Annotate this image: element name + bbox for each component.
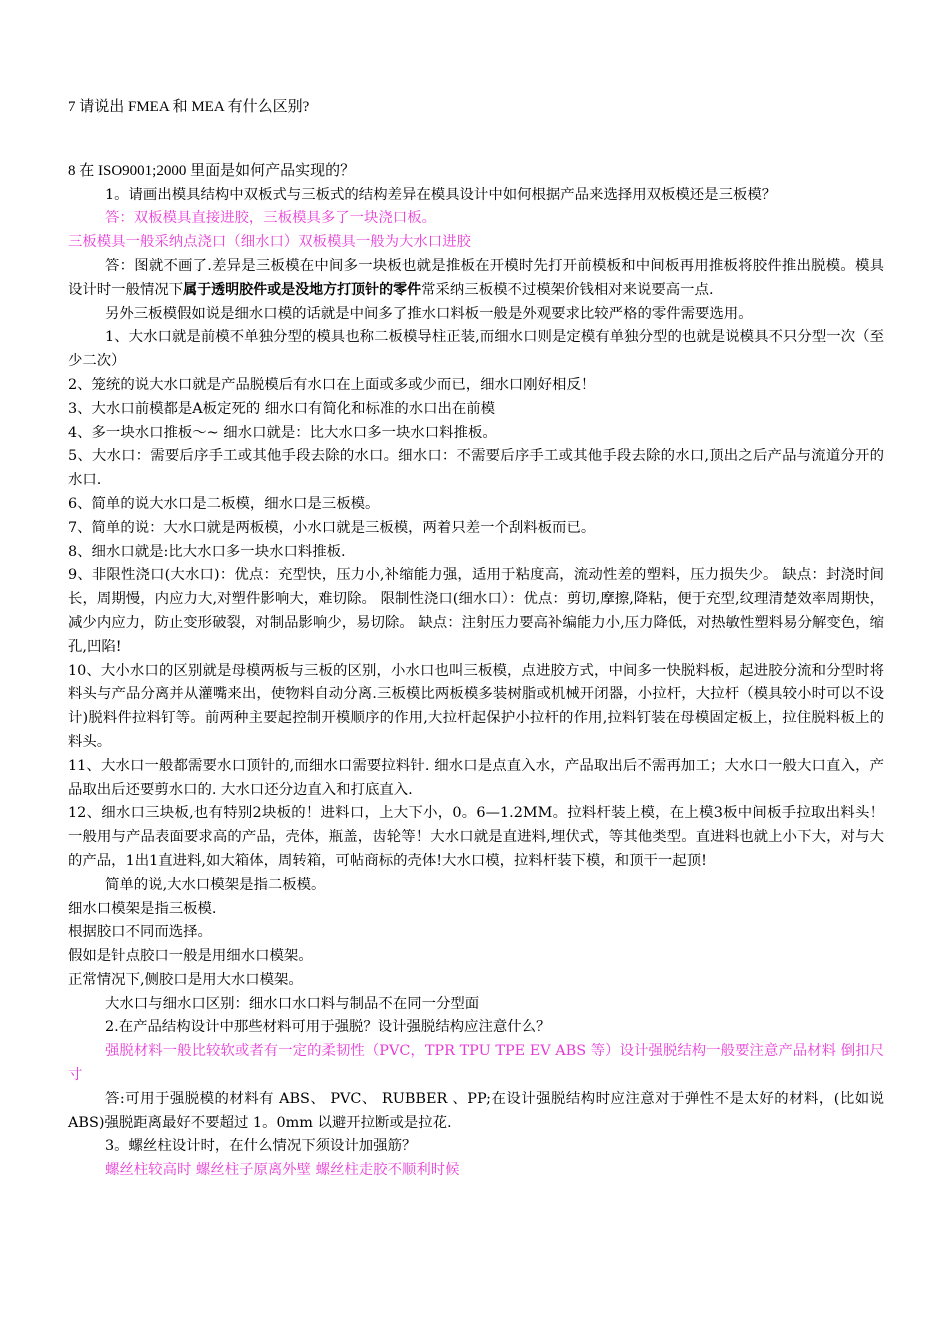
list-item-11: 11、大水口一般都需要水口顶针的,而细水口需要拉料针. 细水口是点直入水，产品取出后不需再加工；大水口一般大口直入，产品取出后还要剪水口的. 大水口还分边直入和打底直入. (68, 757, 884, 798)
list-item-3: 3、大水口前模都是A板定死的 细水口有简化和标准的水口出在前模 (68, 400, 496, 417)
question-7: 7 请说出 FMEA 和 MEA 有什么区别? (68, 99, 310, 115)
simple-note: 简单的说,大水口模架是指二板模。 (105, 876, 326, 893)
answer-3-pink: 螺丝柱较高时 螺丝柱子原离外壁 螺丝柱走胶不顺利时候 (105, 1162, 460, 1179)
answer-1-part-b: 常采纳三板模不过模架价钱相对来说要高一点. (421, 281, 714, 298)
answer-2-pink: 强脱材料一般比较软或者有一定的柔韧性（PVC，TPR TPU TPE EV ABS 等）设计强脱结构一般要注意产品材料 倒扣尺寸 (68, 1043, 884, 1084)
question-3: 3。螺丝柱设计时，在什么情况下须设计加强筋？ (105, 1138, 417, 1155)
note-line-a: 细水口模架是指三板模. (68, 900, 217, 917)
answer-1-text (68, 255, 884, 303)
answer-1-pink: 答：双板模具直接进胶，三板模具多了一块浇口板。 (105, 210, 436, 227)
question-2: 2.在产品结构设计中那些材料可用于强脱？设计强脱结构应注意什么？ (105, 1019, 551, 1036)
note-line-b: 根据胶口不同而选择。 (68, 924, 212, 941)
list-item-7: 7、简单的说：大水口就是两板模，小水口就是三板模，两着只差一个刮料板而已。 (68, 519, 596, 536)
list-item-12: 12、细水口三块板,也有特别2块板的！进料口，上大下小，0。6—1.2MM。拉料杆装上模，在上模3板中间板手拉取出料头！一般用与产品表面要求高的产品，壳体，瓶盖，齿轮等！大水口就是直进料,埋伏式，等其他类型。直进料也就上小下大，对与大的产品，1出1直进料,如大箱体，周转箱，可帖商标的壳体!大水口模，拉料杆装下模，和顶干一起顶! (68, 805, 884, 869)
list-item-8: 8、细水口就是:比大水口多一块水口料推板. (68, 543, 346, 560)
note-line-c: 假如是针点胶口一般是用细水口模架。 (68, 948, 313, 965)
list-item-4: 4、多一块水口推板～~ 细水口就是：比大水口多一块水口料推板。 (68, 424, 497, 441)
difference-note: 大水口与细水口区别：细水口水口料与制品不在同一分型面 (105, 995, 480, 1012)
list-item-9: 9、非限性浇口(大水口)：优点：充型快，压力小,补缩能力强，适用于粘度高，流动性差的塑料，压力损失少。 缺点：封浇时间长，周期慢，内应力大,对塑件影响大，难切除。 限制性浇口(细水口）：优点：剪切,摩擦,降粘，便于充型,纹理清楚效率周期快，减少内应力，防止变形破裂，对制品影响少，易切除。 缺点：注射压力要高补编能力小,压力降低，对热敏性塑料易分解变色，缩孔,凹陷! (68, 567, 884, 655)
answer-1-bold: 属于透明胶件或是没地方打顶针的零件 (183, 281, 422, 298)
note-line-d: 正常情况下,侧胶口是用大水口模架。 (68, 971, 303, 988)
list-item-1: 1、大水口就是前模不单独分型的模具也称二板模导柱正装,而细水口则是定模有单独分型的也就是说模具不只分型一次（至少二次） (68, 329, 884, 370)
question-1: 1。请画出模具结构中双板式与三板式的结构差异在模具设计中如何根据产品来选择用双板模还是三板模？ (105, 186, 777, 203)
document-page (68, 96, 884, 1183)
answer-2: 答:可用于强脱模的材料有 ABS、 PVC、 RUBBER 、PP;在设计强脱结构时应注意对于弹性不是太好的材料，(比如说 ABS)强脱距离最好不要超过 1。0mm 以避开拉断或是拉花. (68, 1090, 884, 1131)
list-item-10: 10、大小水口的区别就是母模两板与三板的区别，小水口也叫三板模，点进胶方式，中间多一快脱料板，起进胶分流和分型时将料头与产品分离并从灌嘴来出，使物料自动分离.三板模比两板模多装树脂或机械开闭器，小拉杆，大拉杆（模具较小时可以不设计)脱料件拉料钉等。前两种主要起控制开模顺序的作用,大拉杆起保护小拉杆的作用,拉料钉装在母模固定板上，拉住脱料板上的料头。 (68, 662, 884, 750)
answer-1-part-a: 答：图就不画了.差异是三板模在中间多一块板也就是推板在开模时先打开前模板和中间板再用推板将胶件推出脱模。模具设计时一般情况下 (68, 257, 884, 298)
list-item-5: 5、大水口：需要后序手工或其他手段去除的水口。细水口：不需要后序手工或其他手段去除的水口,顶出之后产品与流道分开的水口. (68, 448, 884, 489)
list-item-2: 2、笼统的说大水口就是产品脱模后有水口在上面或多或少而已，细水口刚好相反！ (68, 376, 596, 393)
question-8: 8 在 ISO9001;2000 里面是如何产品实现的？ (68, 162, 356, 179)
list-item-6: 6、简单的说大水口是二板模，细水口是三板模。 (68, 495, 380, 512)
answer-1-other: 另外三板模假如说是细水口模的话就是中间多了推水口料板一般是外观要求比较严格的零件需要选用。 (105, 305, 753, 322)
answer-1-pink-2: 三板模具一般采纳点浇口（细水口）双板模具一般为大水口进胶 (68, 234, 471, 251)
